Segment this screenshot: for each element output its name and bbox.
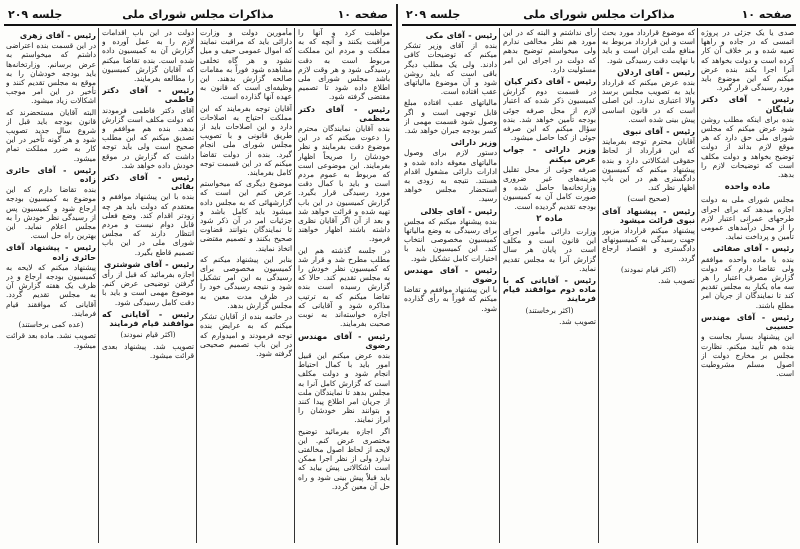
- paragraph: در جلسه گذشته هم این مطلب مطرح شد و قرار شد که کمیسیون نظر خودش را به مجلس تقدیم کند. حالا که گزارش رسیده است بنده تقاضا میکنم که به ترتیب مذاکره شود و آقایانی که اجازه خواسته‌اند به نوبت صحبت بفرمایند.: [298, 245, 390, 329]
- paragraph: آقایان توجه بفرمایند که این مملکت احتیاج به اصلاحات دارد و این اصلاحات باید از طریق قانونی و با تصویب مجلس شورای ملی انجام گیرد. بنده از دولت تقاضا میکنم که در این قسمت توجه کامل بفرمایند.: [200, 103, 292, 178]
- parenthetical-note: (اکثر قیام نمودند): [620, 264, 677, 274]
- speaker-heading: وزیر دارائی: [450, 138, 497, 148]
- parenthetical-note: (اکثر قیام نمودند): [120, 330, 176, 340]
- speaker-heading: رئیس - پیشنهاد آقای نبوی قرائت میشود: [602, 206, 695, 225]
- column-rule: [196, 28, 197, 543]
- paragraph: که موضوع قرارداد مورد بحث است و این قرارداد مربوط به منافع ملت ایران است و باید با نهایت دقت رسیدگی شود.: [602, 28, 695, 65]
- parenthetical-note: (صحیح است): [627, 194, 670, 204]
- paragraph: آقایان محترم توجه بفرمایند که این قرارداد از لحاظ حقوقی اشکالاتی دارد و بنده پیشنهاد میکنم که کمیسیون دادگستری هم در این باب اظهار نظر کند.: [602, 137, 695, 193]
- paragraph: مجلس شورای ملی به دولت اجازه میدهد که برای اجرای طرحهای عمرانی اعتبار لازم را از محل درآمدهای عمومی تأمین و پرداخت نماید.: [701, 195, 794, 242]
- left-session-number: جلسه ۲۰۹: [8, 8, 63, 21]
- left-col-3: [102, 28, 194, 543]
- section-heading: ماده واحده: [724, 182, 771, 193]
- left-page-header: [4, 6, 392, 26]
- paragraph: این پیشنهاد بسیار بجاست و بنده هم تأیید میکنم. نظارت مجلس بر مخارج دولت از اصول مسلم مشروطیت است.: [701, 332, 794, 379]
- paragraph: تصویب شد.: [559, 316, 596, 326]
- right-page-title: مذاکرات مجلس شورای ملی: [523, 8, 675, 21]
- paragraph: البته آقایان مستحضرند که قانون بودجه باید قبل از شروع سال جدید تصویب شود و هر گونه تأخیر در این کار به ضرر مملکت تمام میشود.: [6, 107, 96, 163]
- left-col-2: [200, 28, 292, 543]
- center-gutter: [396, 4, 398, 545]
- paragraph: مواظبت کرد و آنها را مراقبت بکنند و آنچه که به مملکت و مردم این مملکت مربوط است به دقت رسیدگی شود و هر وقت لازم باشد مجلس شورای ملی اطلاع داده شود تا تصمیم مقتضی گرفته شود.: [298, 28, 390, 102]
- column-rule: [294, 28, 295, 543]
- right-col-2: [602, 28, 695, 543]
- paragraph: بنده پیشنهاد میکنم که مجلس برای رسیدگی به وضع مالیاتها کمیسیون مخصوصی انتخاب کند. این کمیسیون باید با اختیارات کامل تشکیل شود.: [404, 216, 497, 263]
- speaker-heading: رئیس - پیشنهاد آقای حائری زاده: [6, 243, 96, 262]
- paragraph: دستور لازم برای وصول مالیاتهای معوقه داده شده و ادارات دارائی مشغول اقدام هستند. نتیجه به زودی به استحضار مجلس خواهد رسید.: [404, 148, 497, 204]
- speaker-heading: رئیس - آقایانی که با ماده دوم موافقند قیام فرمایند: [503, 276, 596, 304]
- paragraph: بنده عرض میکنم که قرارداد باید به تصویب مجلس برسد والا اعتباری ندارد. این اصلی است که در قانون اساسی پیش بینی شده است.: [602, 78, 695, 124]
- paragraph: اجازه بفرمائید که قبل از رأی گرفتن توضیحی عرض کنم. موضوع مهمی است و باید با دقت کامل رسیدگی شود.: [102, 270, 194, 307]
- paragraph: وزارت دارائی مأمور اجرای این قانون است و مکلف است در پایان هر سال گزارش آنرا به مجلس تقدیم نماید.: [503, 227, 596, 273]
- paragraph: تصویب شد.: [658, 276, 695, 286]
- column-rule: [499, 28, 500, 543]
- section-heading: ماده ۲: [536, 213, 563, 224]
- paragraph: بنده با ماده واحده موافقم ولی تقاضا دارم که دولت گزارش مصرف اعتبار را هر سه ماه یکبار به مجلس تقدیم کند تا نمایندگان از جریان امر مطلع باشند.: [701, 254, 794, 310]
- speaker-heading: رئیس - آقای دکتر کیان: [504, 77, 596, 87]
- speaker-heading: رئیس - آقای مکی: [425, 31, 497, 40]
- paragraph: بنده با این پیشنهاد موافقم و معتقدم که دولت باید هر چه زودتر اقدام کند. وضع فعلی قابل دوام نیست و مردم انتظار دارند که مجلس شورای ملی در این باب تصمیم قاطع بگیرد.: [102, 192, 194, 257]
- right-col-1: [701, 28, 794, 543]
- paragraph: در خاتمه بنده از آقایان تشکر میکنم که به عرایض بنده توجه فرمودند و امیدوارم که در این باب تصمیم صحیحی گرفته شود.: [200, 312, 292, 358]
- right-page: [402, 6, 796, 543]
- paragraph: بنده عرض میکنم این قبیل امور باید با کمال احتیاط انجام شود و دولت مکلف است که گزارش کامل آنرا به مجلس بدهد تا نمایندگان ملت از جریان امر اطلاع پیدا کنند و بتوانند نظر خودشان را ابراز نمایند.: [298, 350, 390, 425]
- paragraph: تصویب نشد. ماده بعد قرائت میشود.: [6, 331, 96, 350]
- parenthetical-note: (عده کمی برخاستند): [18, 320, 84, 330]
- speaker-heading: وزیر دارائی - جواب عرض میکنم: [503, 145, 596, 164]
- speaker-heading: رئیس - آقای دکتر فاطمی: [102, 86, 194, 105]
- paragraph: در قسمت دوم گزارش کمیسیون ذکر شده که اعتبار لازم از محل صرفه جوئی بودجه تأمین خواهد شد. بنده سؤال میکنم که این صرفه جوئی از کجا حاصل میشود.: [503, 87, 596, 143]
- right-session-number: جلسه ۲۰۹: [406, 8, 461, 21]
- right-columns: [402, 28, 796, 543]
- paragraph: آقای دکتر فاطمی فرمودند که دولت مکلف است گزارش بدهد. بنده هم موافقم و تصدیق میکنم که این مطلب صحیح است ولی باید توجه داشت که گزارش در موقع خودش داده خواهد شد.: [102, 105, 194, 170]
- right-page-header: [402, 6, 796, 26]
- speaker-heading: رئیس - آقایانی که موافقند قیام فرمایند: [102, 309, 194, 329]
- paragraph: تصویب شد. پیشنهاد بعدی قرائت میشود.: [102, 341, 194, 360]
- left-page-number: صفحه ۱۰: [337, 8, 388, 21]
- paragraph: مالیاتهای عقب افتاده مبلغ قابل توجهی است و اگر وصول شود قسمت مهمی از کسر بودجه جبران خواهد شد.: [404, 98, 497, 136]
- speaker-heading: رئیس - آقای دکتر شایگان: [701, 95, 794, 114]
- paragraph: مأمورین دولت و وزارت دارائی باید که مراقبت نمایند که اموال عمومی حیف و میل نشود و هر گاه تخلفی مشاهده شود فوراً به مقامات صالحه گزارش بدهند. این وظیفه‌ای است که قانون به عهده آنها گذارده است.: [200, 28, 292, 102]
- speaker-heading: رئیس - آقای مهندس رضوی: [404, 265, 497, 285]
- paragraph: با این پیشنهاد موافقم و تقاضا میکنم که فوراً به رأی گذارده شود.: [404, 285, 497, 313]
- paragraph: صدی یا یک جزئی در پروژه اتمسی که در جاده و راهها تعبیه شده و بر خلاف آن کار کرده است و دولت بخواهد که آنرا اجرا بکند بنده عرض میکنم که این موضوع باید مورد رسیدگی قرار گیرد.: [701, 28, 794, 93]
- speaker-heading: رئیس - آقای دکتر معظمی: [298, 104, 390, 123]
- paragraph: بنده از آقای وزیر تشکر میکنم که توضیحات کافی دادند. ولی یک مطلب دیگر باقی است که باید روشن شود و آن موضوع مالیاتهای عقب افتاده است.: [404, 41, 497, 97]
- paragraph: صرفه جوئی از محل تقلیل هزینه‌های غیر ضروری وزارتخانه‌ها حاصل شده و صورت کامل آن به کمیسیون بودجه تقدیم گردیده است.: [503, 164, 596, 211]
- column-rule: [98, 28, 99, 543]
- paragraph: رأی نداشتم و البته که در این مورد هم نظر مخالفی ندارم ولی میخواستم توضیح بدهم که دولت در اجرای این امر مسئولیت دارد.: [503, 28, 596, 74]
- speaker-heading: رئیس - آقای اردلان: [617, 67, 695, 77]
- speaker-heading: رئیس - آقای صفائی: [712, 244, 794, 254]
- column-rule: [598, 28, 599, 543]
- paragraph: موضوع دیگری که میخواستم عرض کنم این است که گزارشهائی که به مجلس داده میشود باید کامل باشد و جزئیات امر در آن ذکر شود تا نمایندگان بتوانند قضاوت صحیح بکنند و تصمیم مقتضی اتخاذ نمایند.: [200, 179, 292, 253]
- left-page: [4, 6, 392, 543]
- paragraph: دولت در این باب اقدامات لازم را به عمل آورده و گزارش آن به کمیسیون داده شده است. بنده تقاضا میکنم که آقایان گزارش کمیسیون را مطالعه بفرمایند.: [102, 28, 194, 84]
- speaker-heading: رئیس - آقای مهندس رضوی: [298, 331, 390, 350]
- right-col-3: [503, 28, 596, 543]
- left-col-1: [298, 28, 390, 543]
- parenthetical-note: (اکثر برخاستند): [525, 305, 574, 315]
- paragraph: بنده آقایان نمایندگان محترم را دعوت میکنم که در این موضوع دقت بفرمایند و نظر خودشان را صریحاً اظهار بفرمایند. این موضوعی است که مربوط به عموم مردم است و باید با کمال دقت مورد رسیدگی قرار بگیرد. گزارش کمیسیون در این باب تهیه شده و قرائت خواهد شد و بعد از آن اگر آقایان نظری داشته باشند اظهار خواهند فرمود.: [298, 124, 390, 244]
- right-page-number: صفحه ۱۰: [741, 8, 792, 21]
- paragraph: بنده برای اینکه مطلب روشن شود عرض میکنم که مجلس شورای ملی حق دارد که هر موقع لازم بداند از دولت توضیح بخواهد و دولت مکلف است که توضیحات لازم را بدهد.: [701, 114, 794, 180]
- speaker-heading: رئیس - آقای مهندس حسیبی: [701, 312, 794, 332]
- speaker-heading: رئیس - آقای شوشتری: [104, 259, 194, 269]
- paragraph: اگر اجازه بفرمائید توضیح مختصری عرض کنم. این لایحه از لحاظ اصول مخالفتی ندارد ولی از نظر اجرا ممکن است اشکالاتی پیش بیاید که باید قبلاً پیش بینی شود و راه حل آن معین گردد.: [298, 426, 390, 491]
- speaker-heading: رئیس - آقای حائری زاده: [6, 165, 96, 185]
- left-columns: [4, 28, 392, 543]
- right-col-4: [404, 28, 497, 543]
- paragraph: پیشنهاد میکنم که لایحه به کمیسیون بودجه ارجاع و در ظرف یک هفته گزارش آن به مجلس تقدیم گردد. آقایانی که موافقند قیام فرمایند.: [6, 262, 96, 318]
- column-rule: [697, 28, 698, 543]
- speaker-heading: رئیس - آقای دکتر بقائی: [102, 173, 194, 192]
- speaker-heading: رئیس - آقای جلالی: [420, 206, 497, 216]
- speaker-heading: رئیس - آقای نبوی: [622, 127, 695, 137]
- paragraph: بنده تقاضا دارم که این موضوع به کمیسیون بودجه ارجاع شود و کمیسیون پس از رسیدگی نظر خودش را به مجلس اعلام نماید. این بهترین راه حل است.: [6, 185, 96, 241]
- speaker-heading: رئیس - آقای زهری: [19, 31, 96, 40]
- left-page-title: مذاکرات مجلس شورای ملی: [122, 8, 274, 21]
- paragraph: پیشنهاد میکنم قرارداد مزبور جهت رسیدگی به کمیسیونهای دادگستری و اقتصاد ارجاع گردد.: [602, 226, 695, 263]
- left-col-4: [6, 28, 96, 543]
- paragraph: در این قسمت بنده اعتراضی داشتم که میخواستم به عرض برسانم. وزارتخانه‌ها باید بودجه خودشان را به موقع به مجلس تقدیم کنند و تأخیر در این امر موجب اشکالات زیاد میشود.: [6, 41, 96, 106]
- paragraph: بنابر این پیشنهاد میکنم که کمیسیون مخصوصی برای رسیدگی به این امر تشکیل شود و نتیجه رسیدگی خود را در ظرف مدت معین به مجلس گزارش بدهد.: [200, 254, 292, 310]
